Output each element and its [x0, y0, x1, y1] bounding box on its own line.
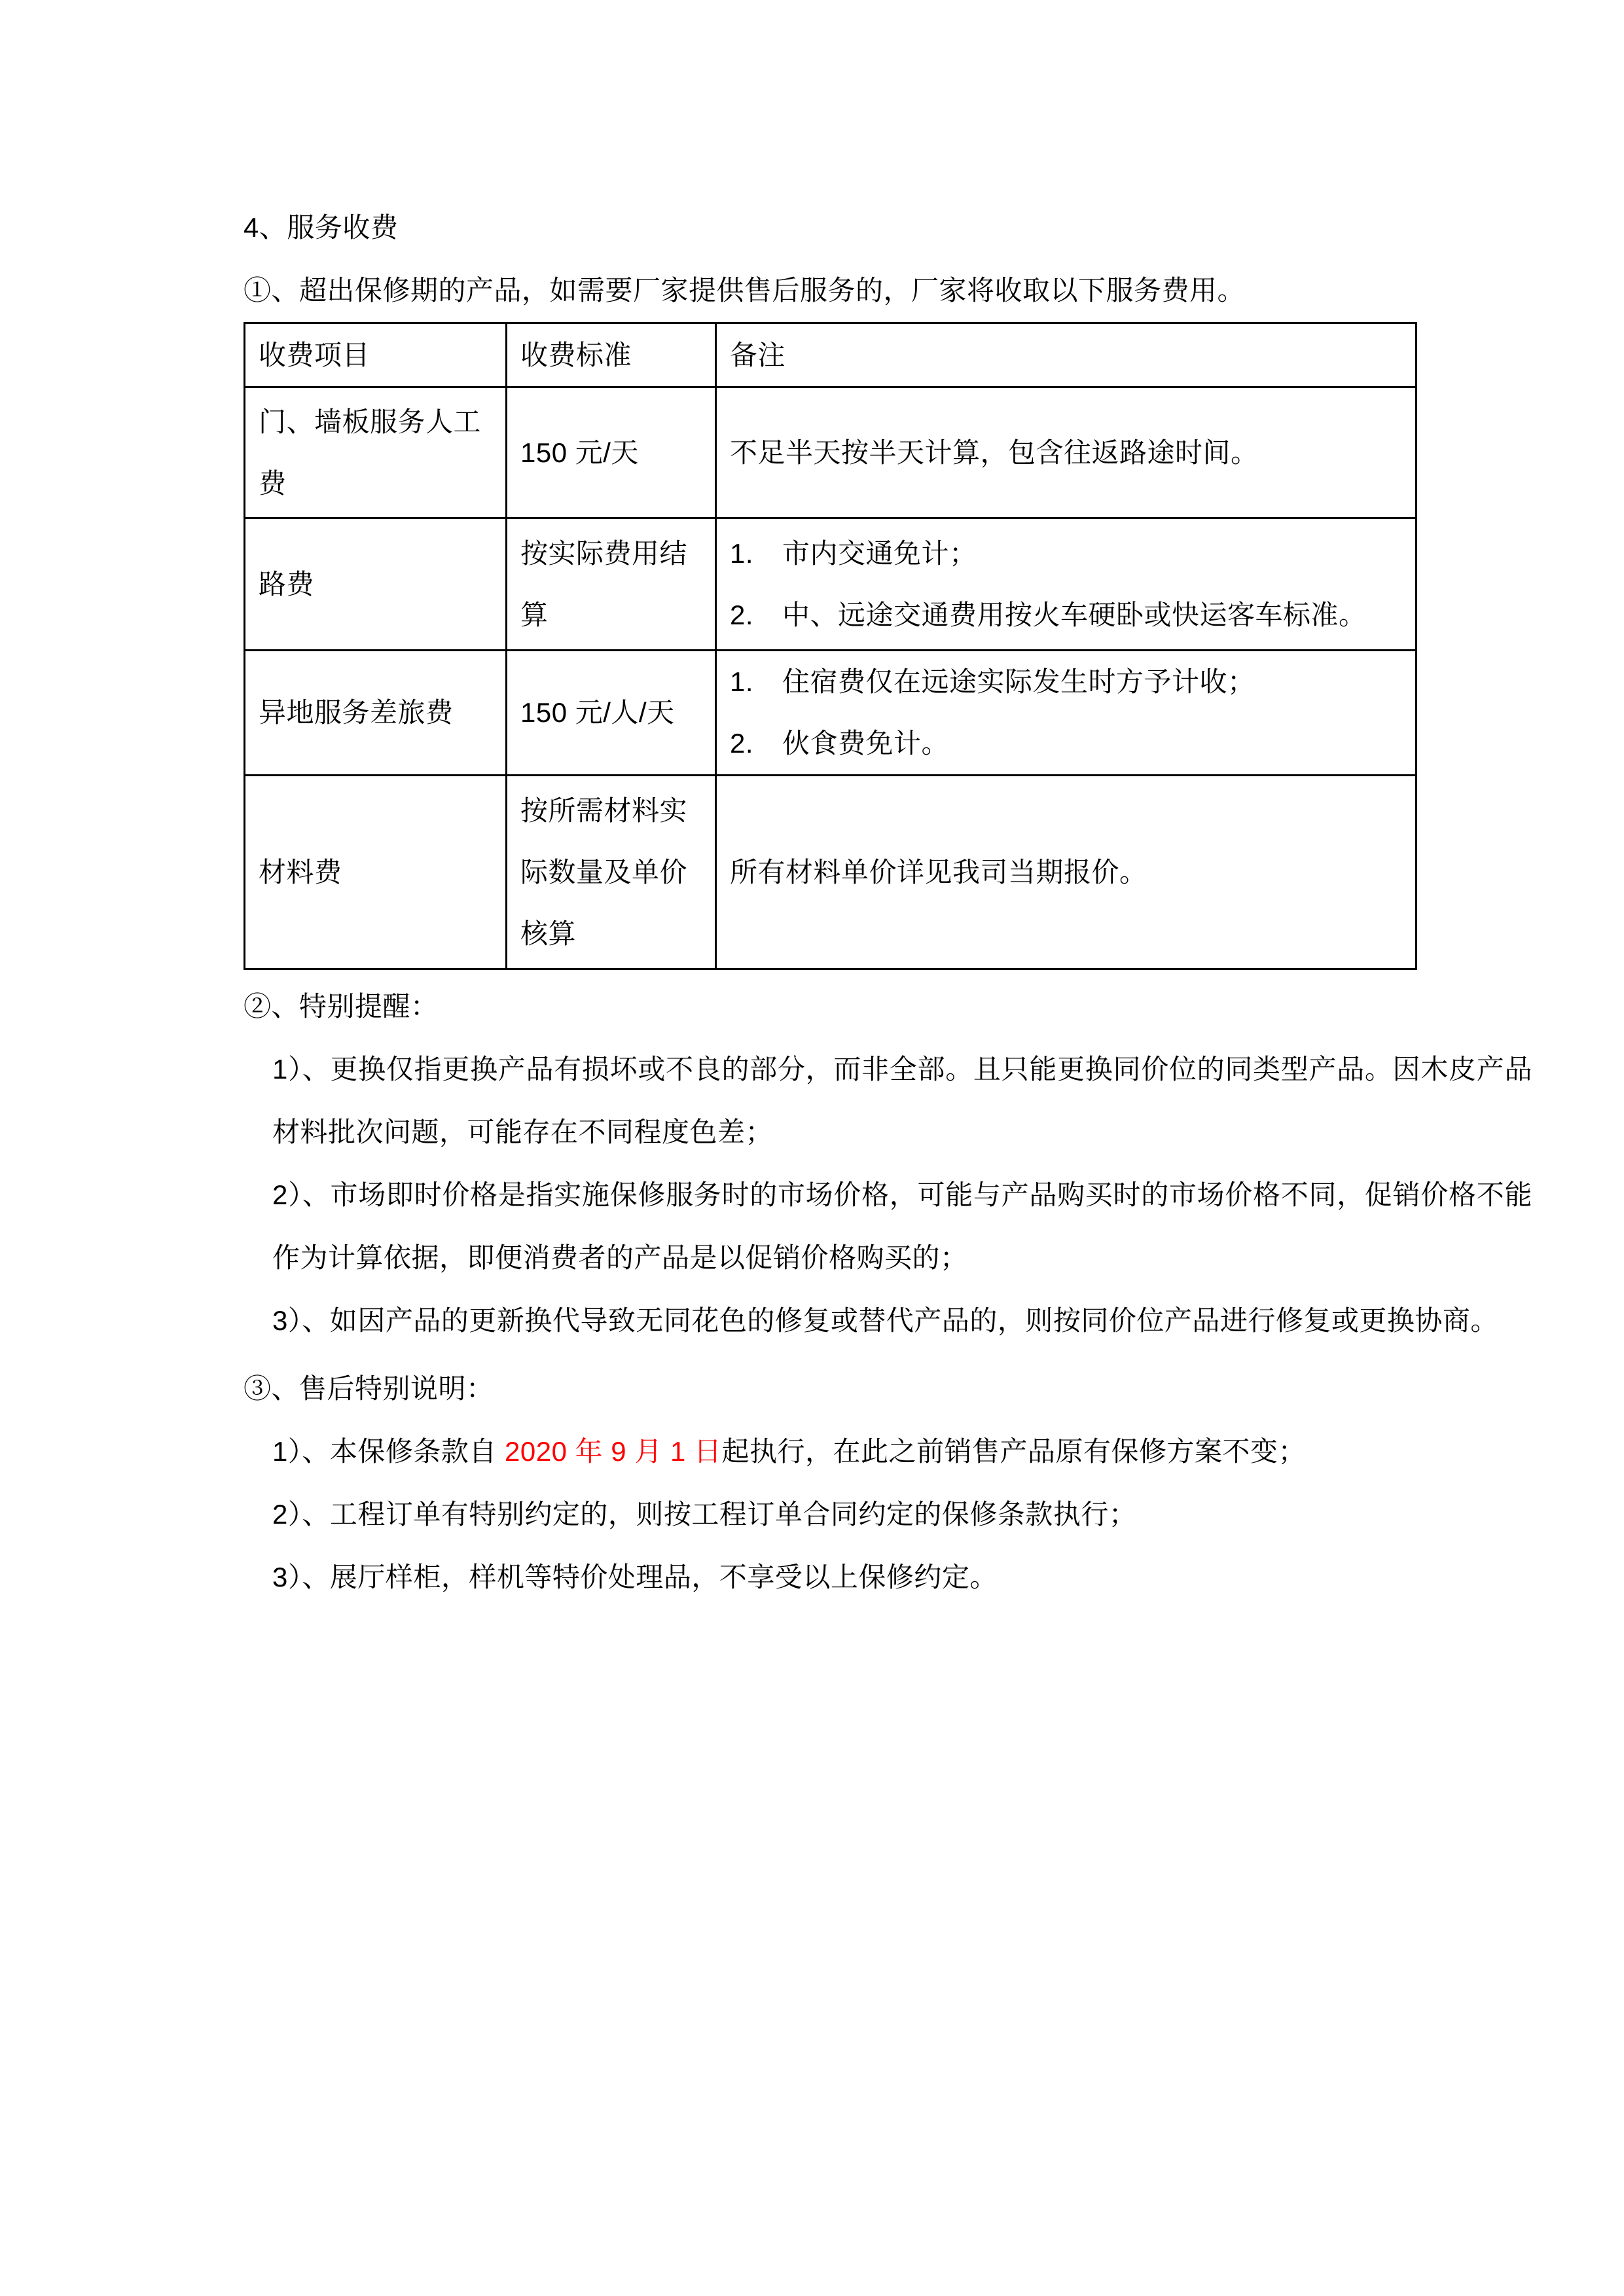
fee-standard-cell: 150 元/人/天 [507, 651, 716, 776]
after-sales-item-1-prefix: 1）、本保修条款自 [272, 1436, 505, 1467]
after-sales-heading: ③、售后特别说明： [244, 1373, 494, 1404]
special-reminder-item-1: 1）、更换仅指更换产品有损坏或不良的部分，而非全部。且只能更换同价位的同类型产品。因木皮产品材料批次问题，可能存在不同程度色差； [272, 1054, 1532, 1147]
section-heading: 4、服务收费 [244, 212, 399, 243]
fee-table-header-standard: 收费标准 [507, 323, 716, 387]
fee-item-cell: 异地服务差旅费 [245, 651, 507, 776]
note-list-item [730, 713, 1402, 774]
fee-item-cell: 路费 [245, 518, 507, 651]
note-item-text: 住宿费仅在远途实际发生时方予计收； [782, 666, 1255, 697]
note-item-text: 中、远途交通费用按火车硬卧或快运客车标准。 [782, 599, 1367, 630]
fee-item-cell: 门、墙板服务人工费 [245, 387, 507, 518]
fee-item-cell: 材料费 [245, 776, 507, 969]
fee-notes-cell [716, 651, 1416, 776]
note-item-number: 1. [730, 537, 754, 569]
note-list-item [730, 651, 1402, 713]
after-sales-item-2: 2）、工程订单有特别约定的，则按工程订单合同约定的保修条款执行； [272, 1499, 1137, 1530]
fee-table-header-notes: 备注 [716, 323, 1416, 387]
intro-paragraph: ①、超出保修期的产品，如需要厂家提供售后服务的，厂家将收取以下服务费用。 [244, 275, 1246, 306]
note-list-item [730, 523, 1402, 584]
note-item-number: 2. [730, 599, 754, 630]
note-item-text: 伙食费免计。 [782, 728, 950, 759]
fee-standard-cell: 150 元/天 [507, 387, 716, 518]
note-item-number: 2. [730, 728, 754, 759]
fee-table-header-item: 收费项目 [245, 323, 507, 387]
fee-table [244, 322, 1417, 970]
special-reminder-item-2: 2）、市场即时价格是指实施保修服务时的市场价格，可能与产品购买时的市场价格不同，促销价格不能作为计算依据，即便消费者的产品是以促销价格购买的； [272, 1179, 1532, 1273]
special-reminder-heading: ②、特别提醒： [244, 991, 439, 1022]
fee-table-row-road [245, 518, 1416, 651]
fee-standard-cell: 按所需材料实际数量及单价核算 [507, 776, 716, 969]
after-sales-item-1-suffix: 起执行，在此之前销售产品原有保修方案不变； [721, 1436, 1307, 1467]
fee-table-row-material [245, 776, 1416, 969]
after-sales-item-3: 3）、展厅样柜，样机等特价处理品，不享受以上保修约定。 [272, 1562, 998, 1592]
special-reminder-item-3: 3）、如因产品的更新换代导致无同花色的修复或替代产品的，则按同价位产品进行修复或更换协商。 [272, 1305, 1498, 1336]
fee-table-row-travel [245, 651, 1416, 776]
fee-notes-cell [716, 518, 1416, 651]
fee-table-row-labor [245, 387, 1416, 518]
fee-table-header-row [245, 323, 1416, 387]
fee-notes-cell: 不足半天按半天计算，包含往返路途时间。 [716, 387, 1416, 518]
fee-standard-cell: 按实际费用结算 [507, 518, 716, 651]
after-sales-item-1 [272, 1420, 1532, 1483]
note-item-text: 市内交通免计； [782, 537, 977, 569]
fee-notes-cell: 所有材料单价详见我司当期报价。 [716, 776, 1416, 969]
effective-date-highlight: 2020 年 9 月 1 日 [505, 1436, 722, 1467]
note-item-number: 1. [730, 666, 754, 697]
note-list-item [730, 584, 1402, 646]
